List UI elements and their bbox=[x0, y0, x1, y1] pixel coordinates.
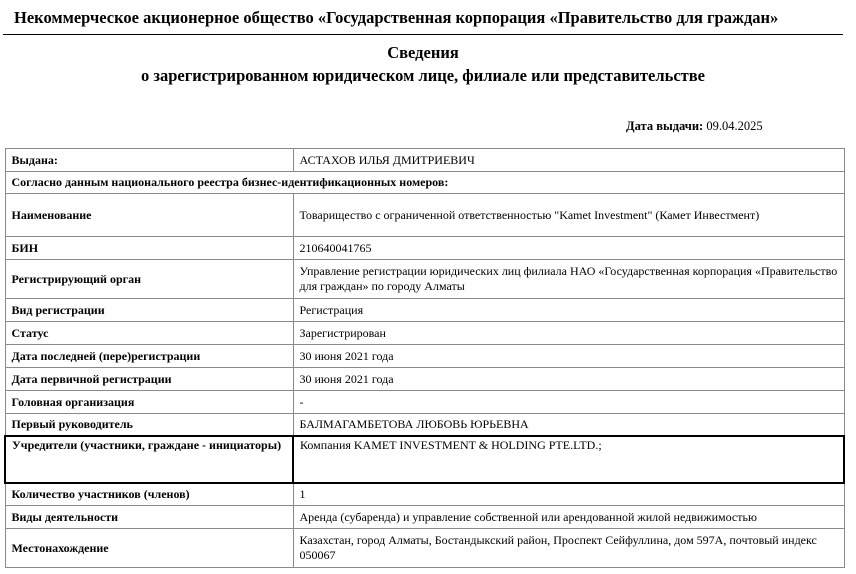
organization-name: Некоммерческое акционерное общество «Государственная корпорация «Правительство для граждан» bbox=[14, 8, 779, 27]
registration-info-table bbox=[4, 148, 845, 568]
table-row bbox=[5, 194, 844, 237]
row-value: Казахстан, город Алматы, Бостандыкский район, Проспект Сейфуллина, дом 597А, почтовый индекс 050067 bbox=[293, 529, 844, 568]
row-label: Вид регистрации bbox=[5, 299, 293, 322]
row-label: Наименование bbox=[5, 194, 293, 237]
issue-date-value: 09.04.2025 bbox=[706, 119, 763, 133]
row-value: 210640041765 bbox=[293, 237, 844, 260]
row-value: - bbox=[293, 391, 844, 414]
row-label: Дата последней (пере)регистрации bbox=[5, 345, 293, 368]
table-row bbox=[5, 368, 844, 391]
row-value: АСТАХОВ ИЛЬЯ ДМИТРИЕВИЧ bbox=[293, 149, 844, 172]
table-row bbox=[5, 391, 844, 414]
row-label: Статус bbox=[5, 322, 293, 345]
table-row bbox=[5, 506, 844, 529]
table-row bbox=[5, 149, 844, 172]
row-label: Головная организация bbox=[5, 391, 293, 414]
table-row bbox=[5, 237, 844, 260]
document-subtitle: о зарегистрированном юридическом лице, филиале или представительстве bbox=[141, 66, 705, 85]
row-value: Зарегистрирован bbox=[293, 322, 844, 345]
table-row bbox=[5, 172, 844, 194]
row-label: Первый руководитель bbox=[5, 414, 293, 436]
table-row bbox=[5, 260, 844, 299]
row-value: 30 июня 2021 года bbox=[293, 368, 844, 391]
row-label: Количество участников (членов) bbox=[5, 483, 293, 506]
row-value: 1 bbox=[293, 483, 844, 506]
row-label: Выдана: bbox=[5, 149, 293, 172]
row-label: Учредители (участники, граждане - инициаторы) bbox=[5, 436, 293, 483]
row-value: Товарищество с ограниченной ответственностью "Kamet Investment" (Камет Инвестмент) bbox=[293, 194, 844, 237]
table-row bbox=[5, 322, 844, 345]
table-row bbox=[5, 299, 844, 322]
row-label: Регистрирующий орган bbox=[5, 260, 293, 299]
issue-date-label: Дата выдачи: bbox=[626, 119, 704, 133]
row-label: Местонахождение bbox=[5, 529, 293, 568]
row-value: Управление регистрации юридических лиц филиала НАО «Государственная корпорация «Правительство для граждан» по городу Алматы bbox=[293, 260, 844, 299]
table-row bbox=[5, 345, 844, 368]
document-title: Сведения bbox=[387, 43, 459, 62]
row-value: Компания KAMET INVESTMENT & HOLDING PTE.LTD.; bbox=[293, 436, 844, 483]
row-value: 30 июня 2021 года bbox=[293, 345, 844, 368]
header-divider bbox=[3, 34, 843, 35]
row-label: БИН bbox=[5, 237, 293, 260]
table-row bbox=[5, 436, 844, 483]
row-value: Регистрация bbox=[293, 299, 844, 322]
table-row bbox=[5, 414, 844, 436]
row-label: Виды деятельности bbox=[5, 506, 293, 529]
issue-date bbox=[626, 119, 763, 134]
table-row bbox=[5, 529, 844, 568]
table-row bbox=[5, 483, 844, 506]
section-heading: Согласно данным национального реестра бизнес-идентификационных номеров: bbox=[5, 172, 844, 194]
row-value: Аренда (субаренда) и управление собственной или арендованной жилой недвижимостью bbox=[293, 506, 844, 529]
row-value: БАЛМАГАМБЕТОВА ЛЮБОВЬ ЮРЬЕВНА bbox=[293, 414, 844, 436]
row-label: Дата первичной регистрации bbox=[5, 368, 293, 391]
